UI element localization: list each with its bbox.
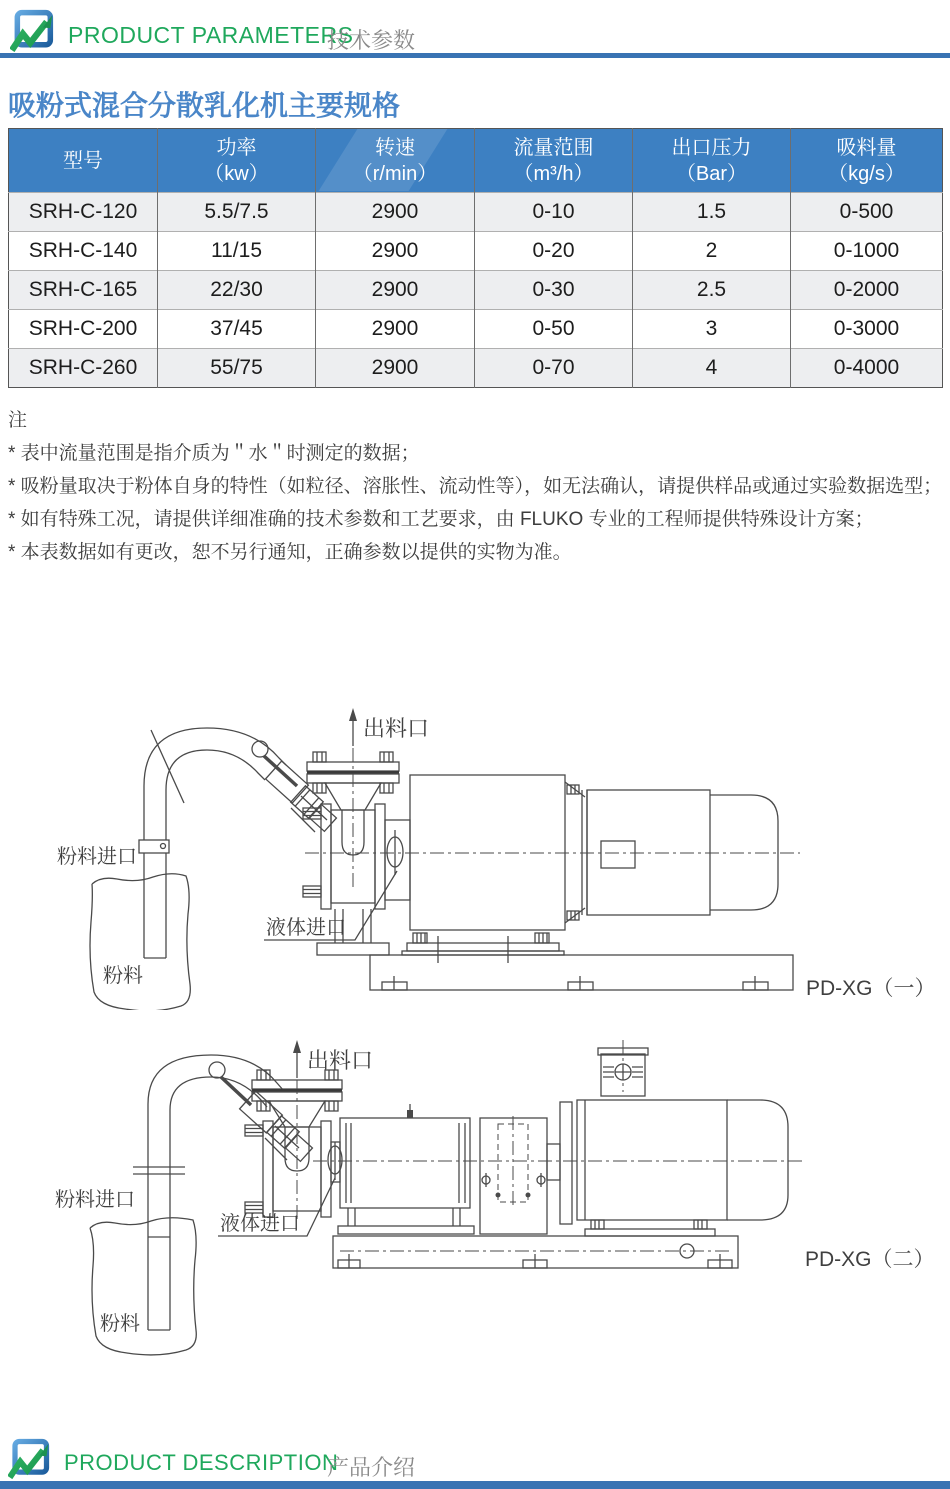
col-header-power (158, 129, 316, 193)
col-header-unit: （kw） (204, 162, 269, 185)
powder-label: 粉料 (103, 965, 143, 987)
col-header-outlet-pressure (633, 129, 791, 193)
cell-pressure: 1.5 (633, 193, 791, 232)
cell-suction: 0-3000 (791, 310, 943, 349)
liquid-inlet-label: 液体进口 (266, 917, 346, 939)
diagram-pd-xg-2 (55, 1030, 935, 1360)
col-header-unit: （Bar） (675, 162, 748, 185)
col-header-unit: （kg/s） (828, 162, 905, 185)
outlet-label: 出料口 (307, 1048, 374, 1073)
cell-suction: 0-4000 (791, 349, 943, 388)
cell-pressure: 2 (633, 232, 791, 271)
cell-model: SRH-C-200 (9, 310, 158, 349)
col-header-label: 转速 (375, 136, 415, 159)
col-header-label: 型号 (63, 149, 103, 172)
spec-table-header-row (9, 129, 943, 193)
footer-title-en: PRODUCT DESCRIPTION (64, 1450, 339, 1475)
footer-divider (0, 1481, 950, 1489)
col-header-label: 流量范围 (513, 136, 594, 159)
cell-model: SRH-C-260 (9, 349, 158, 388)
col-header-speed (316, 129, 475, 193)
cell-flow: 0-10 (475, 193, 633, 232)
footer-title-zh: 产品介绍 (327, 1455, 416, 1480)
cell-speed: 2900 (316, 271, 475, 310)
fluko-logo-icon (10, 9, 54, 53)
table-row (9, 310, 943, 349)
cell-suction: 0-2000 (791, 271, 943, 310)
cell-speed: 2900 (316, 232, 475, 271)
powder-label: 粉料 (100, 1313, 140, 1335)
cell-flow: 0-50 (475, 310, 633, 349)
cell-suction: 0-1000 (791, 232, 943, 271)
table-row (9, 349, 943, 388)
valve-handle-ball (252, 741, 268, 757)
note-item: * 如有特殊工况，请提供详细准确的技术参数和工艺要求，由 FLUKO 专业的工程师提供特殊设计方案； (8, 509, 874, 530)
cell-speed: 2900 (316, 193, 475, 232)
cell-power: 22/30 (158, 271, 316, 310)
col-header-unit: （r/min） (352, 162, 438, 185)
cell-pressure: 2.5 (633, 271, 791, 310)
header-title-en: PRODUCT PARAMETERS (68, 22, 354, 48)
model-variant-label: PD-XG（二） (805, 1248, 935, 1271)
cell-power: 5.5/7.5 (158, 193, 316, 232)
note-item: * 吸粉量取决于粉体自身的特性（如粒径、溶胀性、流动性等），如无法确认，请提供样品或通过实验数据选型； (8, 476, 943, 497)
cell-suction: 0-500 (791, 193, 943, 232)
note-item: * 表中流量范围是指介质为＂水＂时测定的数据； (8, 443, 420, 464)
col-header-model (9, 129, 158, 193)
pump-line-drawing-1 (55, 690, 935, 1010)
pump-line-drawing-2 (55, 1030, 935, 1360)
cell-flow: 0-70 (475, 349, 633, 388)
cell-power: 11/15 (158, 232, 316, 271)
cell-model: SRH-C-120 (9, 193, 158, 232)
motor-junction-box (601, 841, 635, 868)
col-header-label: 吸料量 (836, 136, 897, 159)
section-title: 吸粉式混合分散乳化机主要规格 (8, 90, 401, 121)
diagram-pd-xg-1 (55, 690, 935, 1010)
cell-model: SRH-C-140 (9, 232, 158, 271)
spec-table-container (8, 128, 943, 388)
powder-inlet-label: 粉料进口 (55, 1189, 135, 1211)
base-plate (370, 955, 793, 990)
header-divider (0, 53, 950, 58)
col-header-label: 功率 (216, 136, 257, 159)
cell-flow: 0-30 (475, 271, 633, 310)
table-row (9, 232, 943, 271)
cell-flow: 0-20 (475, 232, 633, 271)
powder-inlet-label: 粉料进口 (57, 846, 137, 868)
spec-table (8, 128, 943, 388)
model-variant-label: PD-XG（一） (806, 977, 935, 1000)
cell-pressure: 3 (633, 310, 791, 349)
cell-speed: 2900 (316, 310, 475, 349)
cell-power: 37/45 (158, 310, 316, 349)
notes-label: 注 (8, 410, 28, 431)
valve-handle-ball (209, 1062, 225, 1078)
col-header-suction (791, 129, 943, 193)
fluko-logo-icon (8, 1438, 50, 1480)
outlet-label: 出料口 (363, 716, 430, 741)
table-row (9, 271, 943, 310)
cell-model: SRH-C-165 (9, 271, 158, 310)
notes-block (8, 404, 946, 569)
col-header-unit: （m³/h） (513, 162, 594, 185)
col-header-label: 出口压力 (671, 136, 752, 159)
col-header-flow-range (475, 129, 633, 193)
note-item: * 本表数据如有更改，恕不另行通知，正确参数以提供的实物为准。 (8, 542, 572, 563)
table-row (9, 193, 943, 232)
header-title-zh: 技术参数 (327, 28, 416, 53)
cell-power: 55/75 (158, 349, 316, 388)
cell-speed: 2900 (316, 349, 475, 388)
cell-pressure: 4 (633, 349, 791, 388)
liquid-inlet-label: 液体进口 (220, 1213, 300, 1235)
